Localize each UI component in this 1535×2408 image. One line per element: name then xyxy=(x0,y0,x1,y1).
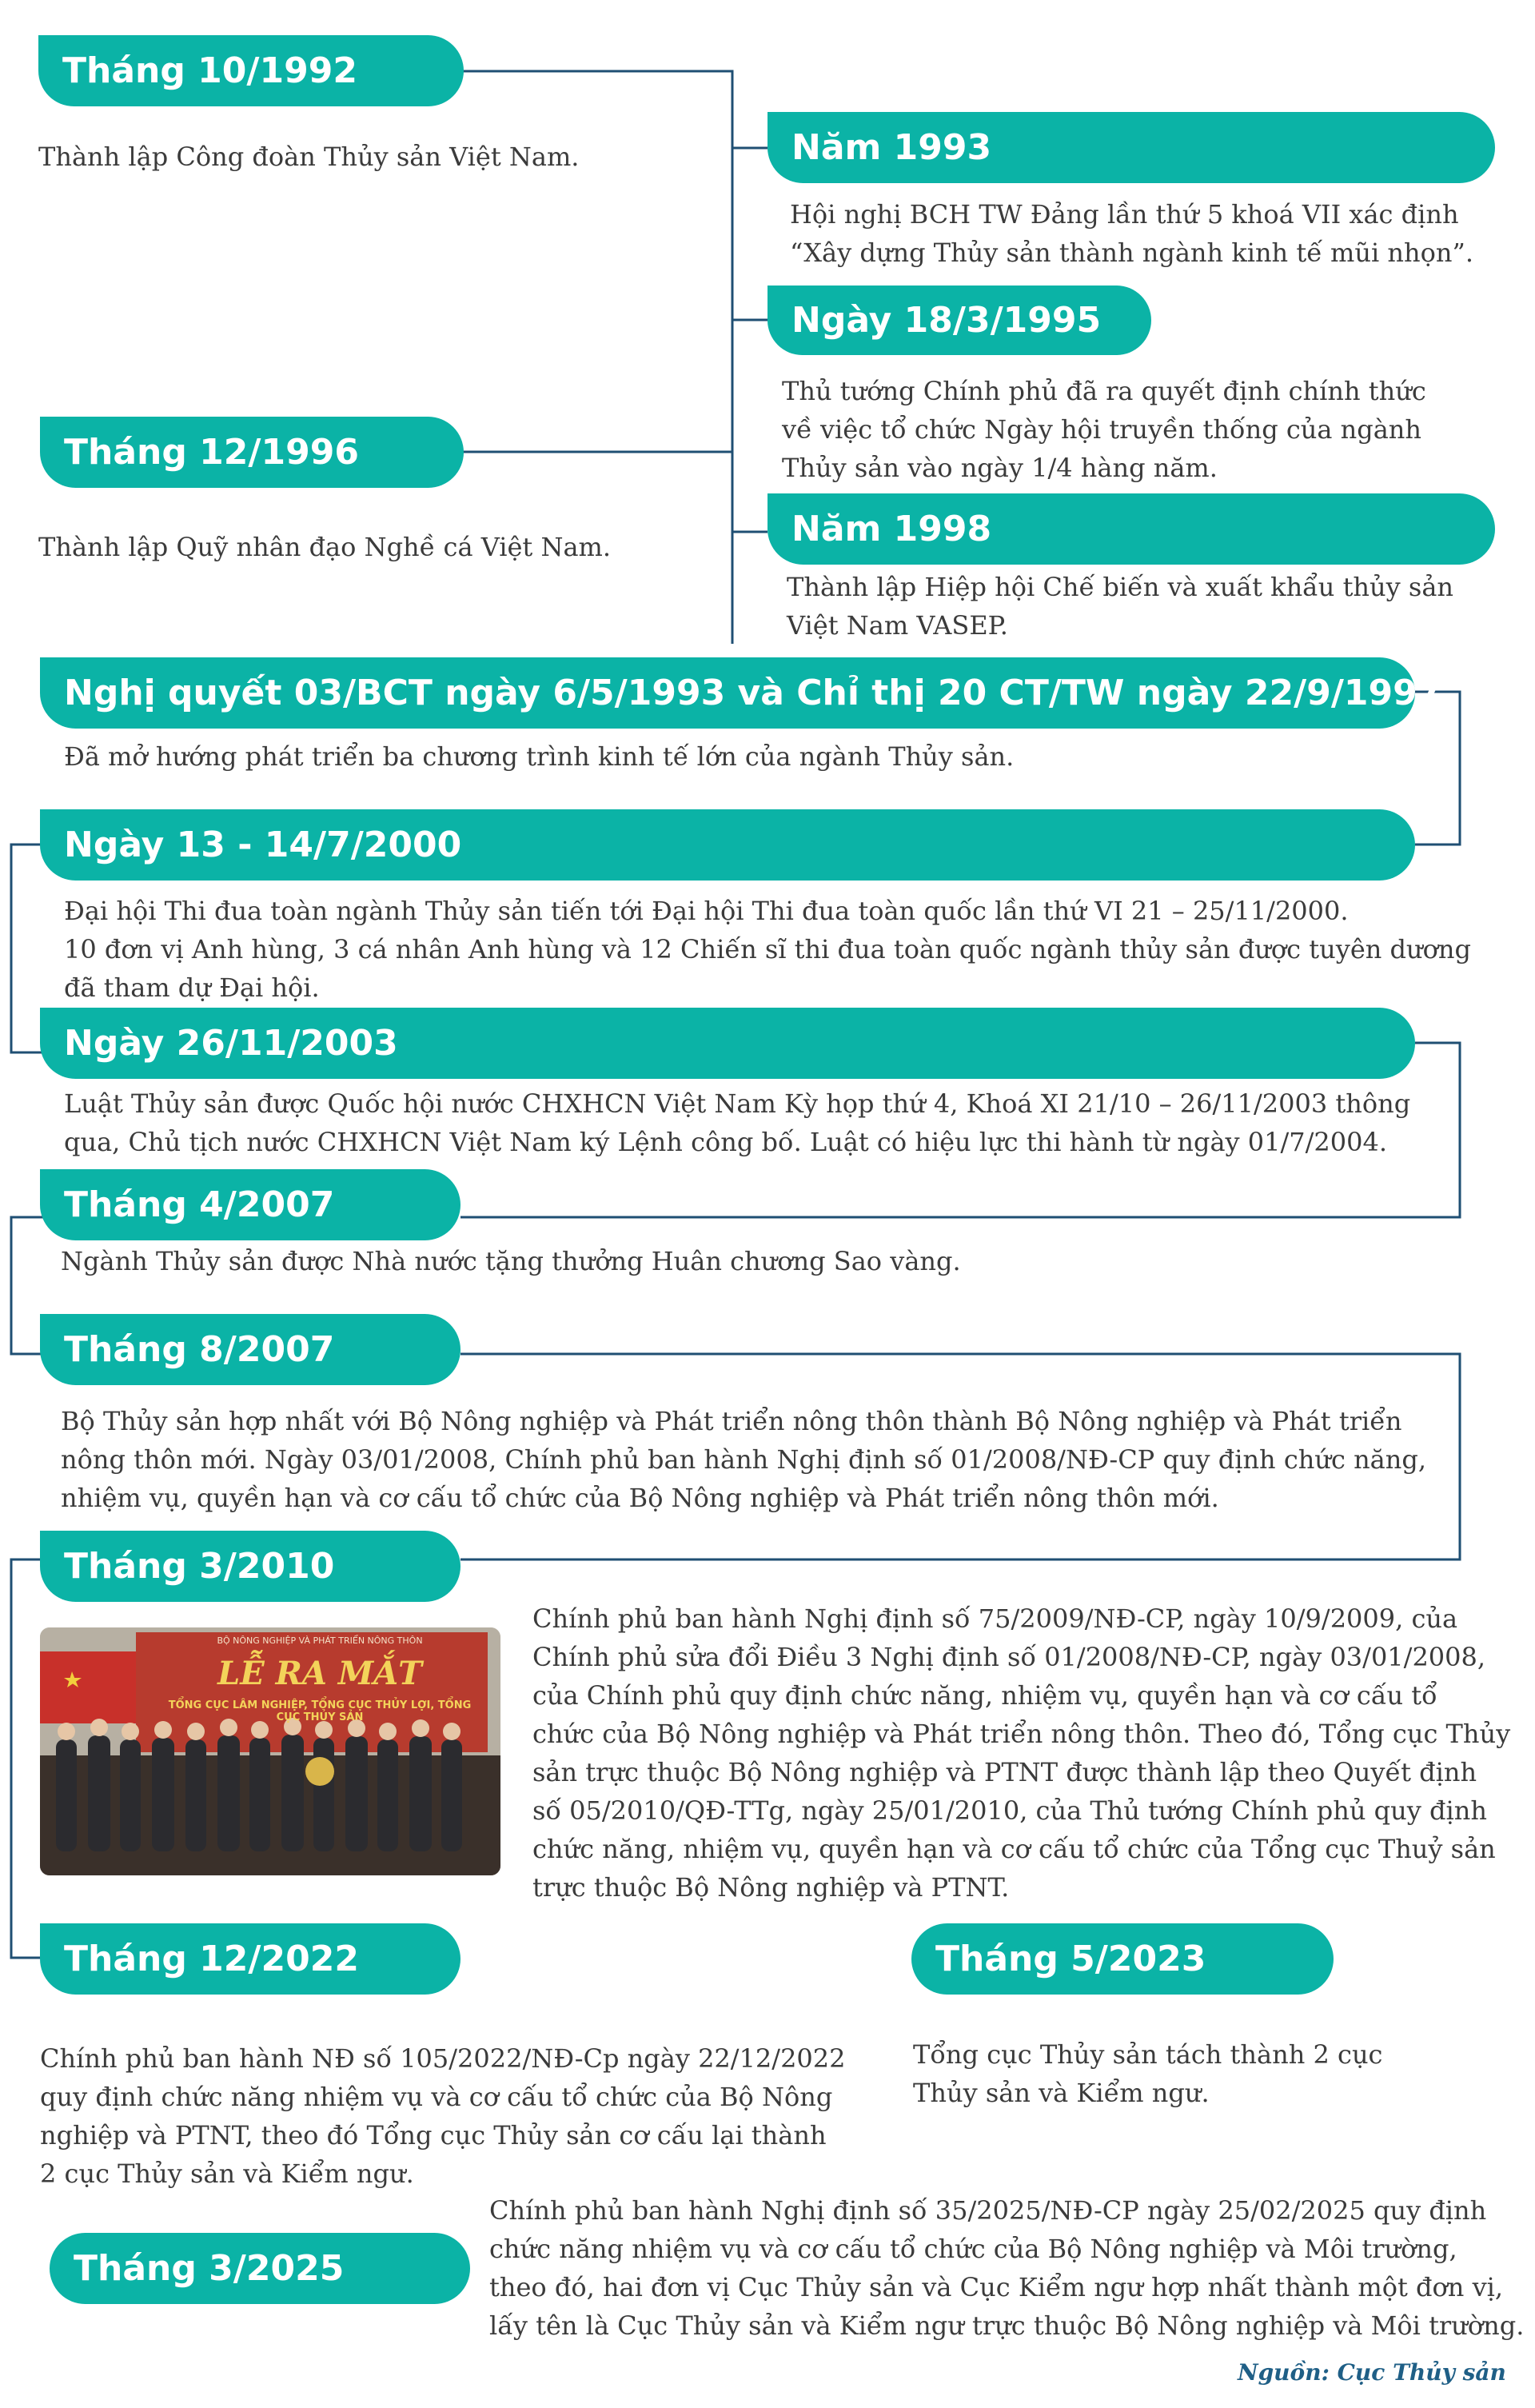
event-description: Chính phủ ban hành Nghị định số 35/2025/NĐ-CP ngày 25/02/2025 quy định chức năng nhiệm vụ và cơ cấu tổ chức của Bộ Nông nghiệp và Môi trường, theo đó, hai đơn vị Cục Thủy sản và Cục Kiểm ngư hợp nhất thành một đơn vị, lấy tên là Cục Thủy sản và Kiểm ngư trực thuộc Bộ Nông nghiệp và Môi trường. xyxy=(489,2195,1525,2341)
event-date-pill: Tháng 5/2023 xyxy=(911,1923,1334,1995)
event-date-pill: Ngày 13 - 14/7/2000 xyxy=(40,809,1415,881)
event-date-pill: Ngày 26/11/2003 xyxy=(40,1008,1415,1079)
event-date-pill: Tháng 10/1992 xyxy=(38,35,464,106)
event-date-pill: Ngày 18/3/1995 xyxy=(768,286,1151,355)
event-description: Chính phủ ban hành NĐ số 105/2022/NĐ-Cp ngày 22/12/2022 quy định chức năng nhiệm vụ và cơ cấu tổ chức của Bộ Nông nghiệp và PTNT, theo đó Tổng cục Thủy sản cơ cấu lại thành 2 cục Thủy sản và Kiểm ngư. xyxy=(40,2043,846,2189)
photo-banner-header: BỘ NÔNG NGHIỆP VÀ PHÁT TRIỂN NÔNG THÔN xyxy=(217,1635,423,1646)
event-date-pill: Tháng 12/1996 xyxy=(40,417,464,488)
event-description: Bộ Thủy sản hợp nhất với Bộ Nông nghiệp và Phát triển nông thôn thành Bộ Nông nghiệp và Phát triển nông thôn mới. Ngày 03/01/2008, Chính phủ ban hành Nghị định số 01/2008/NĐ-CP quy định chức năng, nhiệm vụ, quyền hạn và cơ cấu tổ chức của Bộ Nông nghiệp và Phát triển nông thôn mới. xyxy=(61,1406,1427,1513)
ceremony-photo xyxy=(40,1627,500,1875)
event-date-pill: Tháng 3/2025 xyxy=(50,2233,470,2304)
event-description: Thành lập Hiệp hội Chế biến và xuất khẩu thủy sản Việt Nam VASEP. xyxy=(787,572,1453,641)
event-description: Đại hội Thi đua toàn ngành Thủy sản tiến tới Đại hội Thi đua toàn quốc lần thứ VI 21 – 25/11/2000. 10 đơn vị Anh hùng, 3 cá nhân Anh hùng và 12 Chiến sĩ thi đua toàn quốc ngành thủy sản được tuyên dương đã tham dự Đại hội. xyxy=(64,896,1471,1003)
event-date-pill: Tháng 12/2022 xyxy=(40,1923,460,1995)
event-description: Chính phủ ban hành Nghị định số 75/2009/NĐ-CP, ngày 10/9/2009, của Chính phủ sửa đổi Điều 3 Nghị định số 01/2008/NĐ-CP, ngày 03/01/2008, của Chính phủ quy định chức năng, nhiệm vụ, quyền hạn và cơ cấu tổ chức của Bộ Nông nghiệp và Phát triển nông thôn. Theo đó, Tổng cục Thủy sản trực thuộc Bộ Nông nghiệp và PTNT được thành lập theo Quyết định số 05/2010/QĐ-TTg, ngày 25/01/2010, của Thủ tướng Chính phủ quy định chức năng, nhiệm vụ, quyền hạn và cơ cấu tổ chức của Tổng cục Thuỷ sản trực thuộc Bộ Nông nghiệp và PTNT. xyxy=(532,1603,1511,1903)
event-date-pill: Năm 1993 xyxy=(768,112,1495,183)
event-description: Tổng cục Thủy sản tách thành 2 cục Thủy sản và Kiểm ngư. xyxy=(913,2039,1383,2108)
event-date-pill: Tháng 4/2007 xyxy=(40,1169,460,1240)
event-date-pill: Nghị quyết 03/BCT ngày 6/5/1993 và Chỉ thị 20 CT/TW ngày 22/9/1997 xyxy=(40,657,1415,729)
event-description: Luật Thủy sản được Quốc hội nước CHXHCN Việt Nam Kỳ họp thứ 4, Khoá XI 21/10 – 26/11/2003 thông qua, Chủ tịch nước CHXHCN Việt Nam ký Lệnh công bố. Luật có hiệu lực thi hành từ ngày 01/7/2004. xyxy=(64,1088,1411,1157)
event-date-pill: Năm 1998 xyxy=(768,493,1495,565)
photo-banner-title: LỄ RA MẮT xyxy=(217,1655,422,1692)
event-description: Hội nghị BCH TW Đảng lần thứ 5 khoá VII xác định “Xây dựng Thủy sản thành ngành kinh tế mũi nhọn”. xyxy=(790,199,1474,268)
event-description: Thành lập Công đoàn Thủy sản Việt Nam. xyxy=(38,142,580,172)
event-description: Thành lập Quỹ nhân đạo Nghề cá Việt Nam. xyxy=(38,532,612,562)
event-description: Thủ tướng Chính phủ đã ra quyết định chính thức về việc tổ chức Ngày hội truyền thống của ngành Thủy sản vào ngày 1/4 hàng năm. xyxy=(782,376,1426,483)
photo-banner-subtitle: TỔNG CỤC LÂM NGHIỆP, TỔNG CỤC THỦY LỢI, TỔNG CỤC THỦY SẢN xyxy=(168,1699,472,1723)
event-date-pill: Tháng 3/2010 xyxy=(40,1531,460,1602)
event-date-pill: Tháng 8/2007 xyxy=(40,1314,460,1385)
event-description: Ngành Thủy sản được Nhà nước tặng thưởng Huân chương Sao vàng. xyxy=(61,1246,961,1276)
event-description: Đã mở hướng phát triển ba chương trình kinh tế lớn của ngành Thủy sản. xyxy=(64,741,1015,772)
source-credit: Nguồn: Cục Thủy sản xyxy=(1238,2359,1506,2386)
